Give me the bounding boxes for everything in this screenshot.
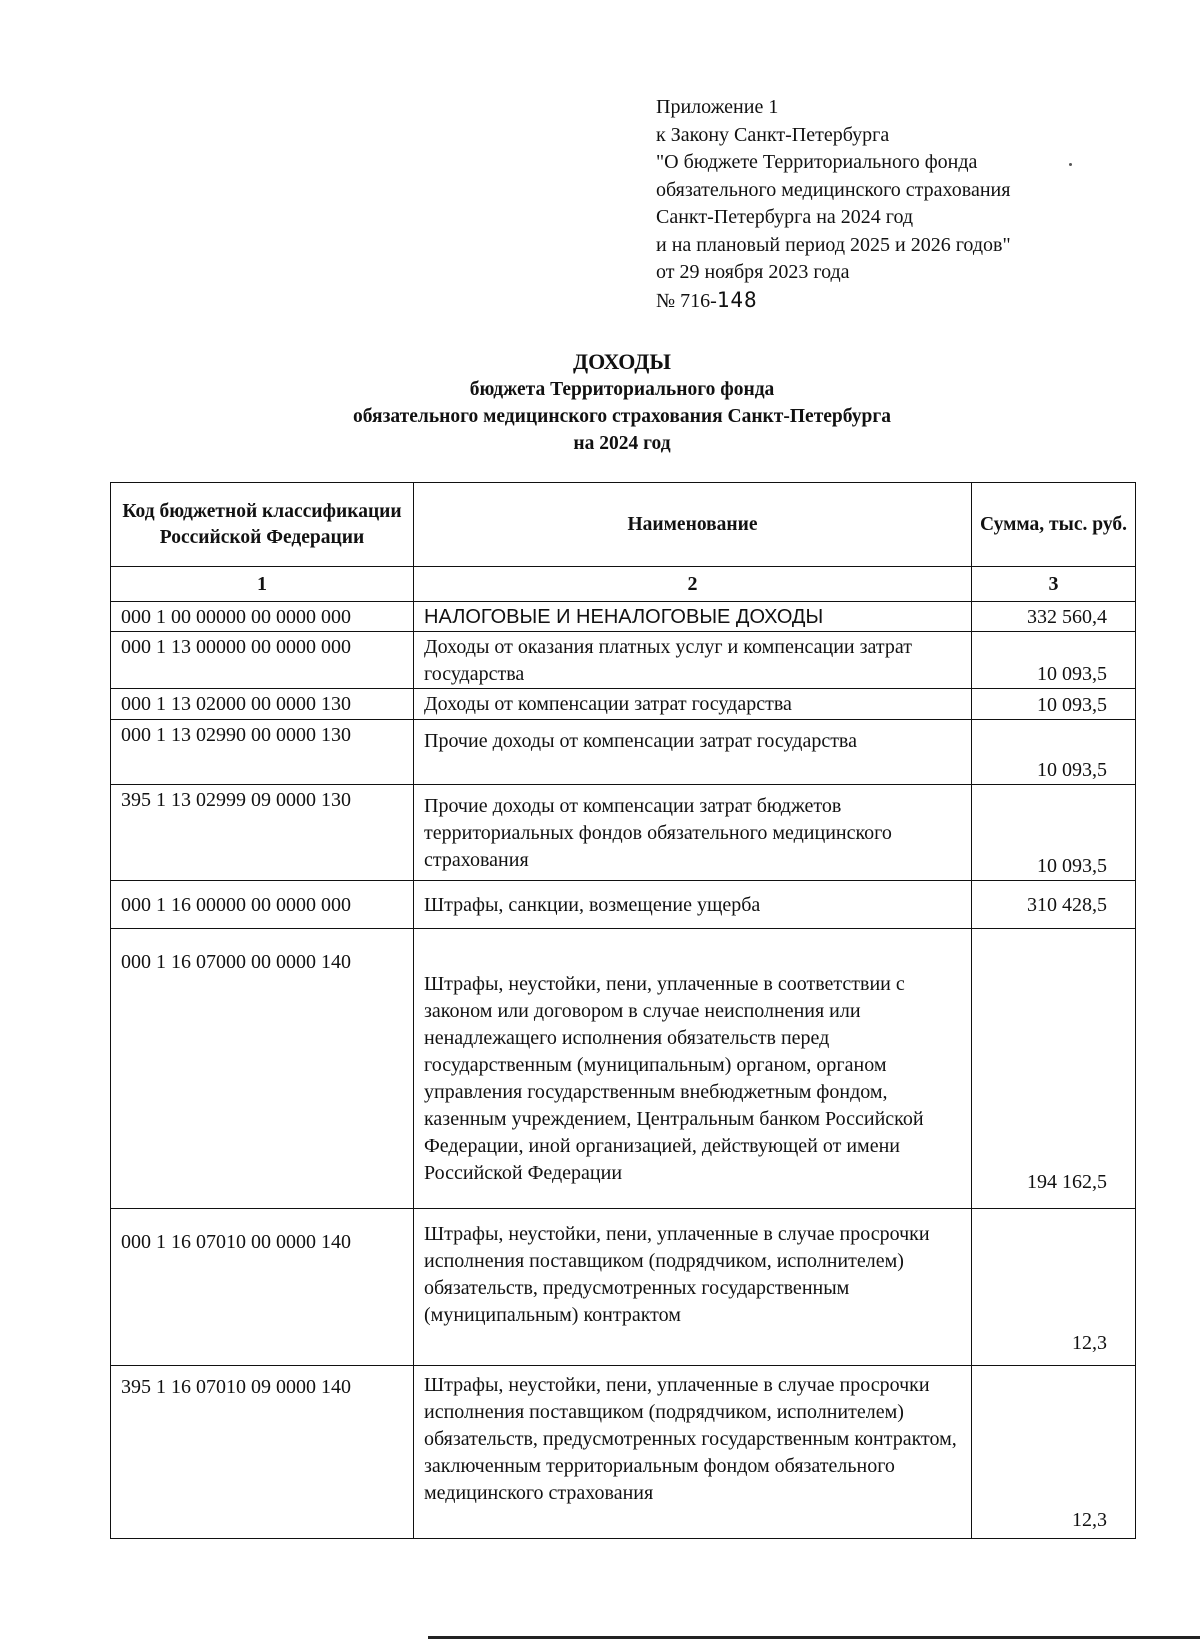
title-line: обязательного медицинского страхования Санкт-Петербурга [353,406,891,427]
table-row [111,632,1136,689]
row-name: Штрафы, неустойки, пени, уплаченные в случае просрочки исполнения поставщиком (подрядчиком, исполнителем) обязательств, предусмотренных государственным (муниципальным) контрактом [414,1209,972,1366]
row-sum: 12,3 [972,1209,1136,1366]
row-sum: 194 162,5 [972,929,1136,1209]
header-sum: Сумма, тыс. руб. [972,483,1136,567]
row-name: Доходы от оказания платных услуг и компенсации затрат государства [414,632,972,689]
column-number-row [111,567,1136,602]
scan-speck [1069,163,1072,166]
row-sum: 10 093,5 [972,720,1136,785]
table-row [111,720,1136,785]
annex-line: к Закону Санкт-Петербурга [656,123,890,146]
row-name: НАЛОГОВЫЕ И НЕНАЛОГОВЫЕ ДОХОДЫ [414,602,972,632]
row-code: 000 1 16 00000 00 0000 000 [111,881,414,929]
table-row [111,1209,1136,1366]
row-name: Доходы от компенсации затрат государства [414,689,972,720]
law-number [656,287,1136,316]
row-sum: 10 093,5 [972,689,1136,720]
row-code: 000 1 16 07000 00 0000 140 [111,929,414,1209]
row-code: 000 1 13 02000 00 0000 130 [111,689,414,720]
row-name: Прочие доходы от компенсации затрат государства [414,720,972,785]
table-row [111,785,1136,881]
row-sum: 12,3 [972,1366,1136,1539]
table-header-row [111,483,1136,567]
row-name: Прочие доходы от компенсации затрат бюджетов территориальных фондов обязательного медицинского страхования [414,785,972,881]
row-code: 000 1 16 07010 00 0000 140 [111,1209,414,1366]
row-name: Штрафы, санкции, возмещение ущерба [414,881,972,929]
table-row [111,929,1136,1209]
table-row [111,602,1136,632]
row-code: 395 1 16 07010 09 0000 140 [111,1366,414,1539]
document-title [110,348,1134,457]
annex-reference [656,94,1136,315]
annex-line: "О бюджете Территориального фонда [656,151,978,173]
row-sum: 10 093,5 [972,632,1136,689]
column-number: 1 [111,567,414,602]
row-name: Штрафы, неустойки, пени, уплаченные в соответствии с законом или договором в случае неисполнения или ненадлежащего исполнения обязательств перед государственным (муниципальным) органом, органом управления государственным внебюджетным фондом, казенным учреждением, Центральным банком Российской Федерации, иной организацией, действующей от имени Российской Федерации [414,929,972,1209]
row-code: 000 1 00 00000 00 0000 000 [111,602,414,632]
title-line: бюджета Территориального фонда [469,379,775,400]
title-main: ДОХОДЫ [572,349,672,374]
table-row [111,1366,1136,1539]
row-sum: 332 560,4 [972,602,1136,632]
row-code: 000 1 13 00000 00 0000 000 [111,632,414,689]
title-line: на 2024 год [573,433,671,454]
table-row [111,689,1136,720]
law-number-handwritten: 148 [716,287,758,312]
row-code: 000 1 13 02990 00 0000 130 [111,720,414,785]
row-sum: 310 428,5 [972,881,1136,929]
footer-rule [428,1636,1200,1639]
row-name: Штрафы, неустойки, пени, уплаченные в случае просрочки исполнения поставщиком (подрядчиком, исполнителем) обязательств, предусмотренных государственным контрактом, заключенным территориальным фондом обязательного медицинского страхования [414,1366,972,1539]
annex-line: от 29 ноября 2023 года [656,261,850,283]
annex-line: Приложение 1 [656,96,779,118]
table-row [111,881,1136,929]
column-number: 2 [414,567,972,602]
annex-line: обязательного медицинского страхования [656,178,1011,201]
header-name: Наименование [414,483,972,567]
header-code: Код бюджетной классификации Российской Федерации [111,483,414,567]
row-code: 395 1 13 02999 09 0000 130 [111,785,414,881]
column-number: 3 [972,567,1136,602]
revenue-table [110,482,1136,1539]
annex-line: Санкт-Петербурга на 2024 год [656,206,914,228]
row-sum: 10 093,5 [972,785,1136,881]
annex-line: и на плановый период 2025 и 2026 годов" [656,233,1011,256]
law-number-prefix: № 716- [656,289,717,312]
